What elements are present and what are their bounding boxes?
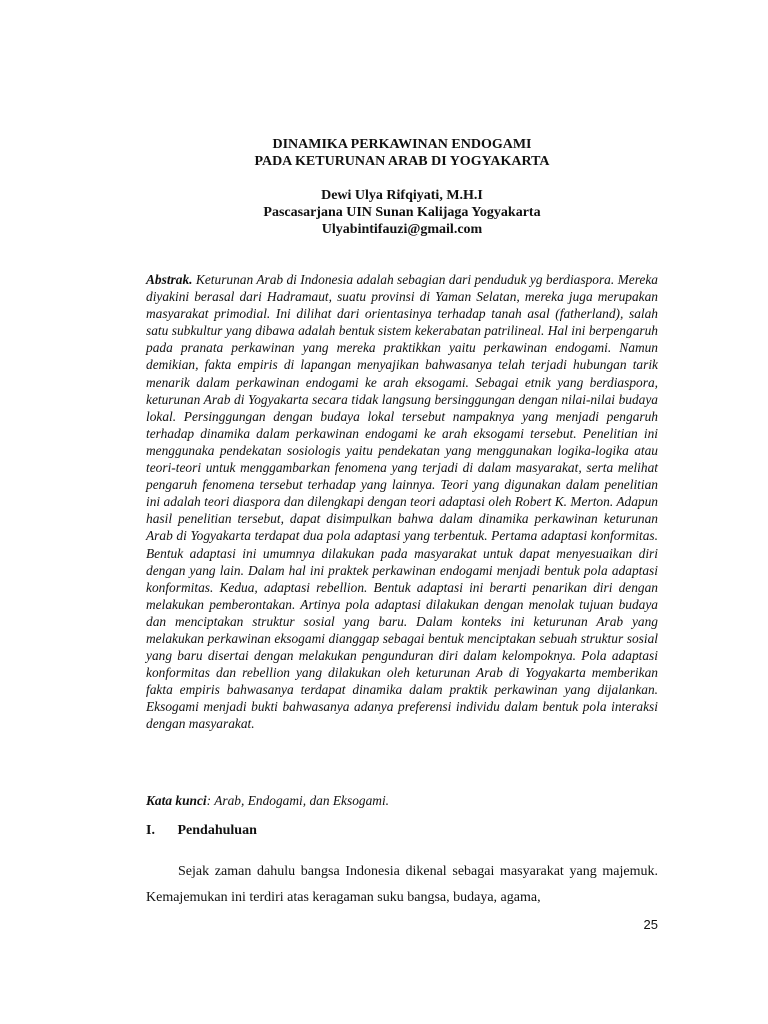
- abstract-text: Keturunan Arab di Indonesia adalah sebagian dari penduduk yg berdiaspora. Mereka diyakini berasal dari Hadramaut, suatu provinsi di Yaman Selatan, mereka juga merupakan masyarakat primodial. Ini dilihat dari orientasinya terhadap tanah asal (fatherland), salah satu subkultur yang dibawa adalah bentuk sistem kekerabatan patrilineal. Hal ini berpengaruh pada pranata perkawinan yang mereka praktikkan yaitu perkawinan endogami. Namun demikian, fakta empiris di lapangan menyajikan bahwasanya telah terjadi hubungan tarik menarik dalam perkawinan endogami ke arah eksogami. Sebagai etnik yang berdiaspora, keturunan Arab di Yogyakarta secara tidak langsung bersinggungan dengan nilai-nilai budaya lokal. Persinggungan dengan budaya lokal tersebut nampaknya yang menjadi pengaruh terhadap dinamika dalam perkawinan endogami ke arah eksogami tersebut. Penelitian ini menggunaka pendekatan sosiologis yaitu pendekatan yang menggunakan logika-logika atau teori-teori untuk menggambarkan fenomena yang terjadi di dalam masyarakat, serta melihat pengaruh fenomena tersebut terhadap yang lainnya. Teori yang digunakan dalam penelitian ini adalah teori diaspora dan dilengkapi dengan teori adaptasi oleh Robert K. Merton. Adapun hasil penelitian tersebut, dapat disimpulkan bahwa dalam dinamika perkawinan keturunan Arab di Yogyakarta terdapat dua pola adaptasi yang terbentuk. Pertama adaptasi konformitas. Bentuk adaptasi ini umumnya dilakukan pada masyarakat untuk dapat menyesuaikan diri dengan yang lain. Dalam hal ini praktek perkawinan endogami menjadi bentuk pola adaptasi konformitas. Kedua, adaptasi rebellion. Bentuk adaptasi ini berarti penarikan diri dengan melakukan pemberontakan. Artinya pola adaptasi dilakukan dengan menolak tujuan budaya dan menciptakan struktur sosial yang baru. Dalam konteks ini keturunan Arab yang melakukan perkawinan eksogami dianggap sebagai bentuk menciptakan sebuah struktur sosial yang baru disertai dengan melakukan pengunduran diri dalam kelompoknya. Pola adaptasi konformitas dan rebellion yang dilakukan oleh keturunan Arab di Yogyakarta memberikan fakta empiris bahwasanya terdapat dinamika dalam praktik perkawinan yang dijalankan. Eksogami menjadi bukti bahwasanya adanya preferensi individu dalam bentuk pola interaksi dengan masyarakat.: [146, 272, 658, 732]
- section-title: Pendahuluan: [177, 823, 257, 838]
- title-line-1: DINAMIKA PERKAWINAN ENDOGAMI: [272, 137, 532, 152]
- author-name: Dewi Ulya Rifqiyati, M.H.I: [321, 188, 483, 203]
- abstract: [146, 271, 658, 733]
- title-line-2: PADA KETURUNAN ARAB DI YOGYAKARTA: [254, 154, 550, 169]
- section-number: I.: [146, 823, 155, 838]
- keywords-label: Kata kunci: [146, 793, 207, 808]
- paper-title: [146, 136, 658, 170]
- section-heading: [146, 822, 257, 839]
- author-block: [146, 187, 658, 238]
- abstract-label: Abstrak.: [146, 272, 193, 287]
- author-affiliation: Pascasarjana UIN Sunan Kalijaga Yogyakarta: [263, 205, 541, 220]
- page-number: 25: [643, 917, 658, 932]
- keywords-text: : Arab, Endogami, dan Eksogami.: [206, 793, 390, 808]
- keywords: [146, 792, 658, 809]
- body-paragraph: Sejak zaman dahulu bangsa Indonesia dikenal sebagai masyarakat yang majemuk. Kemajemukan ini terdiri atas keragaman suku bangsa, budaya, agama,: [146, 864, 658, 905]
- author-email: Ulyabintifauzi@gmail.com: [321, 222, 483, 237]
